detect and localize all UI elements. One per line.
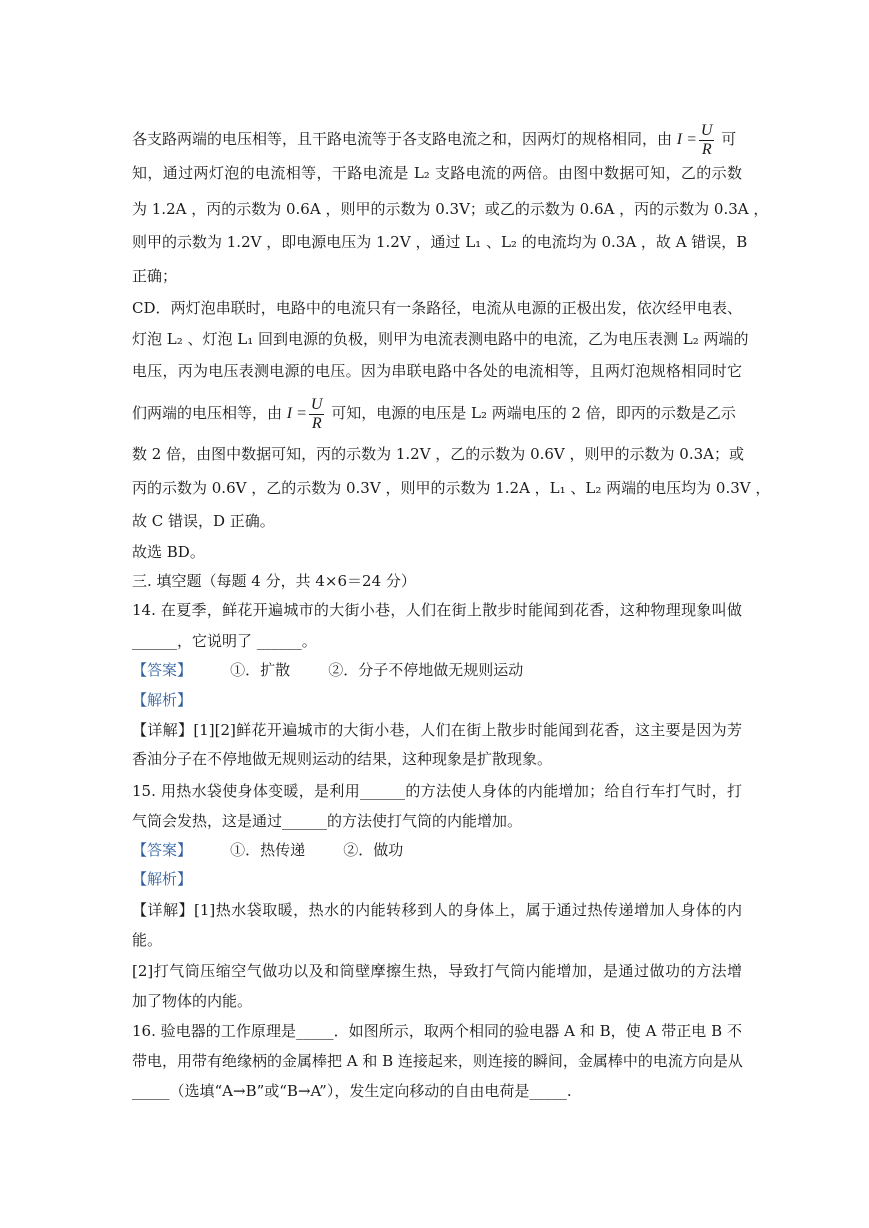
fraction-denominator: R [701,140,712,158]
text-segment: 们两端的电压相等，由 [132,404,283,422]
text-line: 故 C 错误，D 正确。 [132,512,275,530]
fraction-denominator: R [311,414,322,432]
formula-lhs: I = [286,405,307,422]
answer-text: ①．扩散 ②．分子不停地做无规则运动 [192,661,524,679]
detail-line [132,900,742,920]
text-line: 加了物体的内能。 [132,992,253,1010]
text-line: [2]打气筒压缩空气做功以及和筒壁摩擦生热，导致打气筒内能增加，是通过做功的方法增 [132,962,742,980]
text-segment: 可 [721,130,737,148]
text-line: 则甲的示数为 1.2V ，即电源电压为 1.2V ，通过 L₁ 、L₂ 的电流均为 0.3A ，故 A 错误，B [132,233,748,251]
text-segment: 各支路两端的电压相等，且干路电流等于各支路电流之和，因两灯的规格相同，由 [132,130,673,148]
question-line: 带电，用带有绝缘柄的金属棒把 A 和 B 连接起来，则连接的瞬间，金属棒中的电流方向是从 [132,1052,743,1070]
text-line: 灯泡 L₂ 、灯泡 L₁ 回到电源的负极，则甲为电流表测电路中的电流，乙为电压表测 L₂ 两端的 [132,330,749,348]
question-line: 16. 验电器的工作原理是_____．如图所示，取两个相同的验电器 A 和 B，使 A 带正电 B 不 [132,1022,742,1040]
question-line: 14. 在夏季，鲜花开遍城市的大街小巷，人们在街上散步时能闻到花香，这种物理现象叫做 [132,601,742,619]
text-line: CD．两灯泡串联时，电路中的电流只有一条路径，电流从电源的正极出发，依次经甲电表、 [132,299,742,317]
answer-text: ①．热传递 ②．做功 [192,841,404,859]
question-line: _____（选填“A→B”或“B→A”），发生定向移动的自由电荷是_____. [132,1082,572,1100]
detail-line [132,720,742,740]
text-line: 知，通过两灯泡的电流相等，干路电流是 L₂ 支路电流的两倍。由图中数据可知，乙的示数 [132,164,742,182]
fraction [699,122,715,159]
question-line: 15. 用热水袋使身体变暖，是利用______的方法使人身体的内能增加；给自行车打气时，打 [132,782,742,800]
detail-text: 【详解】[1][2]鲜花开遍城市的大街小巷，人们在街上散步时能闻到花香，这主要是因为芳 [132,721,742,739]
detail-text: 【详解】[1]热水袋取暖，热水的内能转移到人的身体上，属于通过热传递增加人身体的内 [132,901,742,919]
question-line: ______，它说明了 ______。 [132,632,317,650]
text-line [132,393,742,433]
section-heading: 三. 填空题（每题 4 分，共 4×6＝24 分） [132,572,416,590]
text-segment: 可知，电源的电压是 L₂ 两端电压的 2 倍，即丙的示数是乙示 [331,404,736,422]
answer-line [132,660,742,680]
text-line: 电压，丙为电压表测电源的电压。因为串联电路中各处的电流相等，且两灯泡规格相同时它 [132,362,742,380]
analysis-line [132,690,742,710]
analysis-tag: 【解析】 [132,870,193,888]
answer-line [132,840,742,860]
answer-tag: 【答案】 [132,841,193,859]
formula-lhs: I = [676,131,697,148]
text-line: 能。 [132,931,163,949]
fraction [309,396,325,433]
analysis-line [132,869,742,889]
text-line: 正确； [132,267,178,285]
text-line: 香油分子在不停地做无规则运动的结果，这种现象是扩散现象。 [132,750,553,768]
analysis-tag: 【解析】 [132,691,193,709]
text-line [132,119,742,159]
fraction-numerator: U [700,121,713,139]
fraction-numerator: U [310,395,323,413]
question-line: 气筒会发热，这是通过______的方法使打气筒的内能增加。 [132,812,523,830]
answer-tag: 【答案】 [132,661,193,679]
text-line: 故选 BD。 [132,543,205,561]
text-line: 丙的示数为 0.6V ，乙的示数为 0.3V ，则甲的示数为 1.2A ，L₁ 、L₂ 两端的电压均为 0.3V ， [132,479,771,497]
text-line: 数 2 倍，由图中数据可知，丙的示数为 1.2V ，乙的示数为 0.6V ，则甲的示数为 0.3A；或 [132,445,744,463]
text-line: 为 1.2A ，丙的示数为 0.6A ，则甲的示数为 0.3V；或乙的示数为 0.6A ，丙的示数为 0.3A ， [132,200,769,218]
